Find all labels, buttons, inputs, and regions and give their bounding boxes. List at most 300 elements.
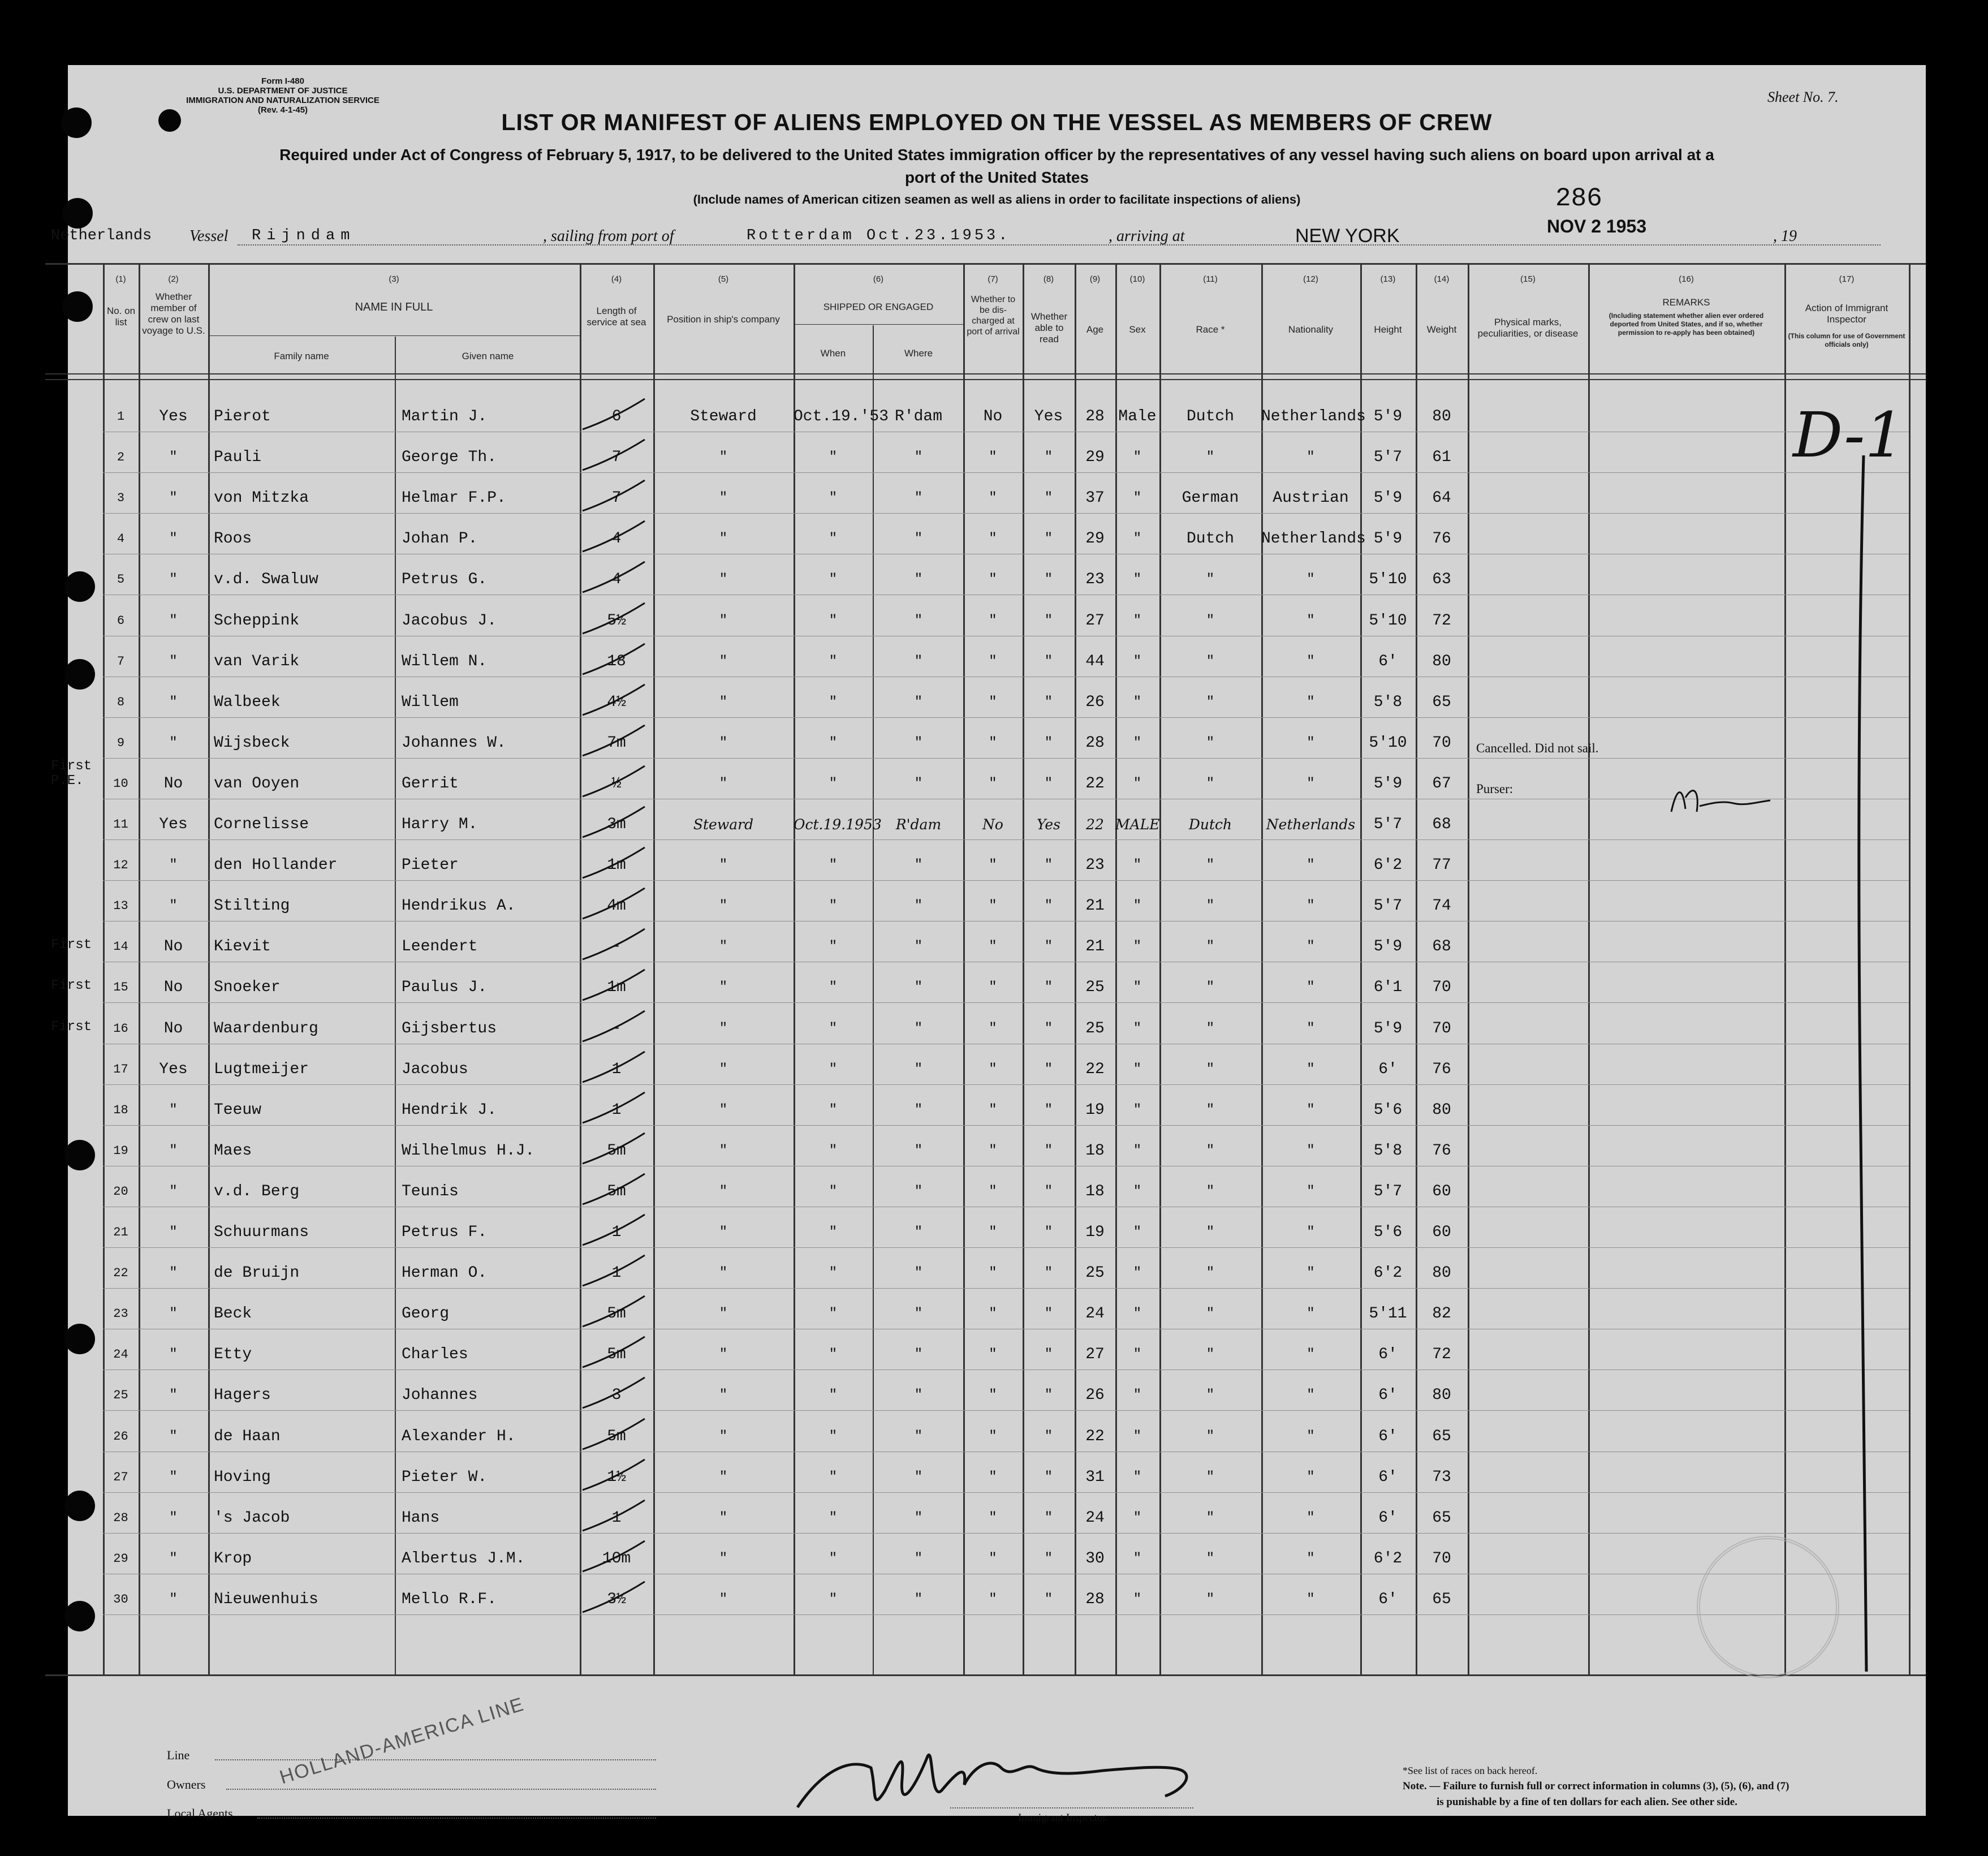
col-header-name: NAME IN FULL [355, 301, 433, 313]
cell-where: " [914, 1143, 923, 1159]
cell-given: Gerrit [402, 774, 459, 793]
cell-member: " [169, 1591, 178, 1607]
crew-table-body [51, 65, 1926, 1816]
cell-family: Pierot [214, 408, 271, 425]
cell-read: Yes [1034, 408, 1063, 425]
cell-position: " [719, 898, 728, 914]
cell-length: 4 [611, 530, 622, 548]
cell-when: " [829, 694, 838, 710]
col-10-number: (10) [1129, 274, 1145, 284]
cell-where: " [914, 1469, 923, 1485]
cell-weight: 73 [1432, 1468, 1451, 1486]
cell-read: " [1044, 572, 1053, 588]
vessel-name: Rijndam [252, 227, 356, 244]
cell-height: 5'9 [1373, 774, 1403, 793]
cell-race: " [1206, 980, 1215, 996]
cell-family: Waardenburg [214, 1019, 318, 1037]
arrival-date-stamp: NOV 2 1953 [1547, 216, 1647, 236]
cell-disch: " [989, 1143, 997, 1159]
table-row [68, 486, 1926, 527]
cell-height: 6' [1378, 1468, 1398, 1486]
cell-position: " [719, 694, 728, 710]
cell-member: " [169, 694, 178, 710]
cell-where: " [914, 572, 923, 588]
cell-given: Johannes [402, 1386, 478, 1405]
cell-given: Alexander H. [402, 1427, 516, 1445]
cell-when: " [829, 572, 838, 588]
cell-race: " [1206, 735, 1215, 751]
cell-when: " [829, 653, 838, 669]
col-header-age: Age [1086, 324, 1104, 335]
cell-member: Yes [159, 408, 188, 425]
cell-family: de Bruijn [214, 1264, 300, 1282]
cell-sex: " [1133, 613, 1142, 628]
cell-family: Teeuw [214, 1101, 262, 1119]
cell-no: 19 [113, 1143, 128, 1158]
cell-no: 27 [113, 1470, 128, 1484]
table-row [68, 445, 1926, 486]
cell-race: " [1206, 1388, 1215, 1403]
row-remarks: Cancelled. Did not sail. [1476, 740, 1599, 755]
cell-no: 22 [113, 1266, 128, 1281]
cell-where: " [914, 1265, 923, 1281]
cell-age: 22 [1085, 774, 1105, 793]
length-checkmark [580, 884, 648, 923]
cell-no: 4 [117, 532, 125, 546]
cell-length: 5m [607, 1142, 626, 1160]
cell-age: 22 [1086, 816, 1104, 833]
cell-race: " [1206, 1183, 1215, 1199]
cell-sex: " [1133, 1265, 1142, 1281]
cell-length: 7m [607, 734, 626, 752]
cell-where: " [914, 1388, 923, 1403]
cell-sex: " [1133, 1469, 1142, 1485]
cell-position: " [719, 531, 728, 547]
length-checkmark [580, 1332, 648, 1372]
cell-disch: " [989, 1551, 997, 1566]
cell-disch: No [982, 816, 1003, 833]
cell-member: No [163, 938, 183, 956]
cell-family: van Varik [214, 652, 300, 670]
cell-where: " [914, 1102, 923, 1118]
cell-read: " [1044, 1143, 1053, 1159]
col-3-number: (3) [389, 274, 399, 284]
cell-when: " [829, 939, 838, 955]
cell-age: 18 [1085, 1142, 1105, 1160]
cell-family: 's Jacob [214, 1509, 290, 1527]
length-checkmark [580, 598, 648, 638]
cell-length: 3½ [607, 1590, 626, 1608]
cell-sex: " [1133, 1306, 1142, 1322]
cell-no: 15 [113, 980, 128, 995]
cell-disch: " [989, 735, 997, 751]
cell-member: " [169, 858, 178, 873]
cell-disch: " [989, 939, 997, 955]
length-checkmark [580, 1129, 648, 1168]
cell-race: " [1206, 898, 1215, 914]
cell-sex: " [1133, 980, 1142, 996]
cell-given: Gijsbertus [402, 1019, 497, 1037]
sailing-label: , sailing from port of [543, 227, 674, 245]
cell-member: Yes [159, 816, 188, 833]
cell-age: 28 [1085, 408, 1105, 425]
cell-age: 29 [1085, 449, 1105, 467]
cell-length: 5m [607, 1427, 626, 1445]
cell-length: 6 [611, 408, 622, 425]
cell-no: 30 [113, 1592, 128, 1607]
cell-position: " [719, 1265, 728, 1281]
cell-read: " [1044, 1510, 1053, 1526]
cell-length: 4 [611, 571, 622, 589]
cell-race: Dutch [1188, 816, 1232, 833]
cell-nat: " [1306, 1225, 1315, 1240]
cell-position: " [719, 980, 728, 996]
cell-disch: " [989, 1225, 997, 1240]
cell-position: " [719, 1102, 728, 1118]
departure-port: Rotterdam Oct.23.1953. [747, 227, 1011, 244]
footer-agents-rule [257, 1818, 656, 1819]
cell-nat: " [1306, 572, 1315, 588]
cell-race: " [1206, 1225, 1215, 1240]
cell-member: " [169, 1551, 178, 1566]
cell-where: " [914, 898, 923, 914]
cell-when: " [829, 1061, 838, 1077]
cell-length: 1½ [607, 1468, 626, 1486]
length-checkmark [580, 721, 648, 760]
cell-when: " [829, 1225, 838, 1240]
cell-given: Teunis [402, 1182, 459, 1200]
form-dept: U.S. DEPARTMENT OF JUSTICE [218, 86, 348, 96]
cell-nat: " [1306, 1306, 1315, 1322]
cell-length: 4½ [607, 693, 626, 711]
cell-position: " [719, 1183, 728, 1199]
col-header-shipped: SHIPPED OR ENGAGED [823, 302, 934, 312]
cell-disch: No [983, 408, 1003, 425]
cell-weight: 76 [1432, 1142, 1451, 1160]
cell-weight: 74 [1432, 897, 1451, 915]
cell-nat: " [1306, 1347, 1315, 1363]
cell-when: " [829, 1265, 838, 1281]
cell-given: Mello R.F. [402, 1590, 497, 1608]
cell-nat: " [1306, 1428, 1315, 1444]
cell-where: R'dam [895, 816, 942, 833]
cell-given: Jacobus [402, 1060, 468, 1078]
cell-height: 6' [1378, 1590, 1398, 1608]
cell-race: " [1206, 613, 1215, 628]
cell-family: de Haan [214, 1427, 281, 1445]
length-checkmark [580, 1373, 648, 1413]
cell-when: " [829, 450, 838, 466]
cell-sex: " [1133, 1225, 1142, 1240]
cell-read: " [1044, 450, 1053, 466]
length-checkmark [580, 924, 648, 964]
sheet-number: Sheet No. 7. [1767, 89, 1839, 105]
col-header-weight: Weight [1426, 324, 1457, 335]
cell-weight: 80 [1432, 1386, 1451, 1405]
cell-member: Yes [159, 1060, 188, 1078]
length-checkmark [580, 1291, 648, 1331]
cell-weight: 60 [1432, 1224, 1451, 1241]
cell-height: 5'6 [1373, 1101, 1403, 1119]
col-15-number: (15) [1520, 274, 1536, 284]
cell-race: " [1206, 694, 1215, 710]
cell-where: " [914, 776, 923, 791]
cell-given: Hendrikus A. [402, 897, 516, 915]
cell-weight: 64 [1432, 489, 1451, 507]
cell-length: 1m [607, 979, 626, 997]
cell-length: 1 [611, 1509, 622, 1527]
cell-nat: " [1306, 1183, 1315, 1199]
length-checkmark [580, 1088, 648, 1127]
cell-given: Johannes W. [402, 734, 506, 752]
cell-disch: " [989, 1347, 997, 1363]
cell-where: " [914, 1591, 923, 1607]
cell-nat: " [1306, 694, 1315, 710]
col-14-number: (14) [1434, 274, 1450, 284]
cell-read: " [1044, 776, 1053, 791]
cell-no: 1 [117, 410, 125, 424]
cell-age: 21 [1085, 938, 1105, 956]
cell-nat: " [1306, 613, 1315, 628]
col-13-number: (13) [1380, 274, 1396, 284]
cell-weight: 68 [1432, 938, 1451, 956]
cell-read: " [1044, 1102, 1053, 1118]
cell-age: 23 [1085, 571, 1105, 589]
cell-nat: Netherlands [1261, 408, 1366, 425]
cell-sex: " [1133, 1591, 1142, 1607]
cell-nat: " [1306, 1510, 1315, 1526]
seal-stamp [1697, 1536, 1839, 1678]
table-row [68, 1139, 1926, 1179]
cell-length: 1 [611, 1224, 622, 1241]
cell-race: Dutch [1186, 530, 1234, 548]
cell-no: 14 [113, 940, 128, 954]
manifest-page [51, 65, 1926, 1824]
cell-given: Jacobus J. [402, 612, 497, 630]
cell-position: " [719, 858, 728, 873]
cell-given: Paulus J. [402, 979, 488, 997]
cell-position: " [719, 735, 728, 751]
cell-read: " [1044, 490, 1053, 506]
cell-family: Hagers [214, 1386, 271, 1405]
cell-where: " [914, 490, 923, 506]
cell-race: " [1206, 1428, 1215, 1444]
cell-race: Dutch [1186, 408, 1234, 425]
cell-length: 18 [607, 652, 626, 670]
footer-note [1403, 1780, 1789, 1793]
cell-position: " [719, 1225, 728, 1240]
table-row [68, 609, 1926, 649]
cell-member: " [169, 1347, 178, 1363]
cell-nat: " [1306, 450, 1315, 466]
cell-disch: " [989, 980, 997, 996]
cell-height: 6' [1378, 1386, 1398, 1405]
cell-race: " [1206, 1265, 1215, 1281]
cell-disch: " [989, 694, 997, 710]
inspector-rule [950, 1807, 1193, 1808]
cell-no: 3 [117, 491, 125, 506]
cell-nat: Austrian [1273, 489, 1349, 507]
cell-length: 5m [607, 1182, 626, 1200]
cell-no: 8 [117, 695, 125, 709]
cell-when: " [829, 1510, 838, 1526]
cell-weight: 60 [1432, 1182, 1451, 1200]
cell-height: 6'2 [1373, 856, 1403, 875]
cell-nat: " [1306, 735, 1315, 751]
cell-position: " [719, 653, 728, 669]
cell-disch: " [989, 1265, 997, 1281]
cell-race: " [1206, 1469, 1215, 1485]
cell-nat: Netherlands [1261, 530, 1366, 548]
cell-length: 5½ [607, 612, 626, 630]
cell-given: Hans [402, 1509, 440, 1527]
cell-sex: " [1133, 531, 1142, 547]
cell-no: 6 [117, 613, 125, 628]
cell-length: 5m [607, 1305, 626, 1323]
table-row [68, 690, 1926, 731]
cell-given: Harry M. [402, 816, 478, 833]
cell-member: " [169, 1306, 178, 1322]
cell-no: 5 [117, 572, 125, 587]
cell-nat: " [1306, 939, 1315, 955]
cell-length: 5m [607, 1346, 626, 1364]
table-row [68, 1179, 1926, 1220]
cell-family: Roos [214, 530, 252, 548]
purser-signature [1666, 781, 1779, 820]
year-label: , 19 [1773, 227, 1797, 245]
cell-sex: Male [1118, 408, 1157, 425]
cell-nat: " [1306, 1551, 1315, 1566]
col-16-number: (16) [1679, 274, 1694, 284]
subtitle-1: Required under Act of Congress of February 5, 1917, to be delivered to the United States immigration officer by the representatives of any vessel having such aliens on board upon arrival at a [279, 146, 1714, 163]
col-header-position: Position in ship's company [667, 314, 780, 325]
cell-nat: Netherlands [1266, 816, 1356, 833]
cell-given: Helmar F.P. [402, 489, 506, 507]
races-note: *See list of races on back hereof. [1403, 1765, 1538, 1776]
cell-height: 6' [1378, 1427, 1398, 1445]
cell-nat: " [1306, 898, 1315, 914]
table-row [68, 1342, 1926, 1383]
cell-disch: " [989, 1388, 997, 1403]
length-checkmark [580, 965, 648, 1005]
cell-family: Beck [214, 1305, 252, 1323]
cell-when: " [829, 490, 838, 506]
cell-read: " [1044, 531, 1053, 547]
cell-race: " [1206, 858, 1215, 873]
cell-member: No [163, 979, 183, 997]
table-row [68, 527, 1926, 567]
cell-where: " [914, 450, 923, 466]
cell-when: " [829, 1020, 838, 1036]
cell-no: 29 [113, 1551, 128, 1566]
cell-read: " [1044, 1469, 1053, 1485]
cell-member: " [169, 1388, 178, 1403]
cell-disch: " [989, 776, 997, 791]
cell-read: Yes [1037, 816, 1060, 833]
cell-disch: " [989, 572, 997, 588]
cell-member: " [169, 1225, 178, 1240]
cell-age: 18 [1085, 1182, 1105, 1200]
cell-family: v.d. Swaluw [214, 571, 318, 589]
footer-agents-label: Local Agents [167, 1806, 233, 1820]
col-header-length: Length of service at sea [587, 305, 646, 328]
cell-height: 5'10 [1369, 612, 1407, 630]
cell-family: Snoeker [214, 979, 281, 997]
cell-when: " [829, 980, 838, 996]
arriving-label: , arriving at [1109, 227, 1185, 245]
col-header-action-sub: (This column for use of Government officials only) [1788, 332, 1905, 348]
cell-disch: " [989, 531, 997, 547]
cell-no: 24 [113, 1347, 128, 1362]
cell-position: " [719, 1428, 728, 1444]
col-header-height: Height [1374, 324, 1402, 335]
cell-read: " [1044, 1347, 1053, 1363]
cell-no: 16 [113, 1021, 128, 1036]
col-header-remarks: REMARKS [1662, 297, 1710, 308]
cell-family: van Ooyen [214, 774, 300, 793]
cell-age: 26 [1085, 1386, 1105, 1405]
cell-sex: " [1133, 898, 1142, 914]
cell-when: " [829, 1428, 838, 1444]
cell-height: 5'9 [1373, 489, 1403, 507]
cell-weight: 80 [1432, 1101, 1451, 1119]
vessel-label: Vessel [189, 227, 228, 245]
cell-height: 5'11 [1369, 1305, 1407, 1323]
col-header-read: Whether able to read [1030, 311, 1068, 344]
length-checkmark [580, 1496, 648, 1535]
col-5-number: (5) [718, 274, 729, 284]
col-8-number: (8) [1043, 274, 1054, 284]
col-7-number: (7) [987, 274, 998, 284]
cell-disch: " [989, 1306, 997, 1322]
cell-given: Georg [402, 1305, 450, 1323]
cell-when: " [829, 898, 838, 914]
cell-sex: " [1133, 939, 1142, 955]
cell-family: Wijsbeck [214, 734, 290, 752]
cell-position: " [719, 1510, 728, 1526]
cell-weight: 70 [1432, 734, 1451, 752]
cell-disch: " [989, 858, 997, 873]
cell-race: " [1206, 1306, 1215, 1322]
table-row [68, 1098, 1926, 1139]
cell-position: " [719, 1347, 728, 1363]
cell-age: 21 [1085, 897, 1105, 915]
cell-position: " [719, 450, 728, 466]
cell-no: 2 [117, 450, 125, 465]
cell-read: " [1044, 1225, 1053, 1240]
cell-read: " [1044, 1020, 1053, 1036]
cell-height: 5'8 [1373, 693, 1403, 711]
cell-height: 6'1 [1373, 979, 1403, 997]
cell-sex: " [1133, 735, 1142, 751]
cell-height: 6' [1378, 1060, 1398, 1078]
cell-when: " [829, 858, 838, 873]
length-checkmark [580, 1455, 648, 1495]
note-text: — Failure to furnish full or correct information in columns (3), (5), (6), and (7) [1429, 1780, 1789, 1792]
cell-when: " [829, 1143, 838, 1159]
cell-when: " [829, 1183, 838, 1199]
cell-member: " [169, 1102, 178, 1118]
cell-sex: " [1133, 1428, 1142, 1444]
cell-nat: " [1306, 1061, 1315, 1077]
table-row [68, 894, 1926, 935]
cell-age: 25 [1085, 979, 1105, 997]
cell-nat: " [1306, 1143, 1315, 1159]
length-checkmark [580, 843, 648, 882]
cell-height: 5'7 [1373, 816, 1403, 833]
cell-age: 25 [1085, 1264, 1105, 1282]
col-12-number: (12) [1303, 274, 1318, 284]
